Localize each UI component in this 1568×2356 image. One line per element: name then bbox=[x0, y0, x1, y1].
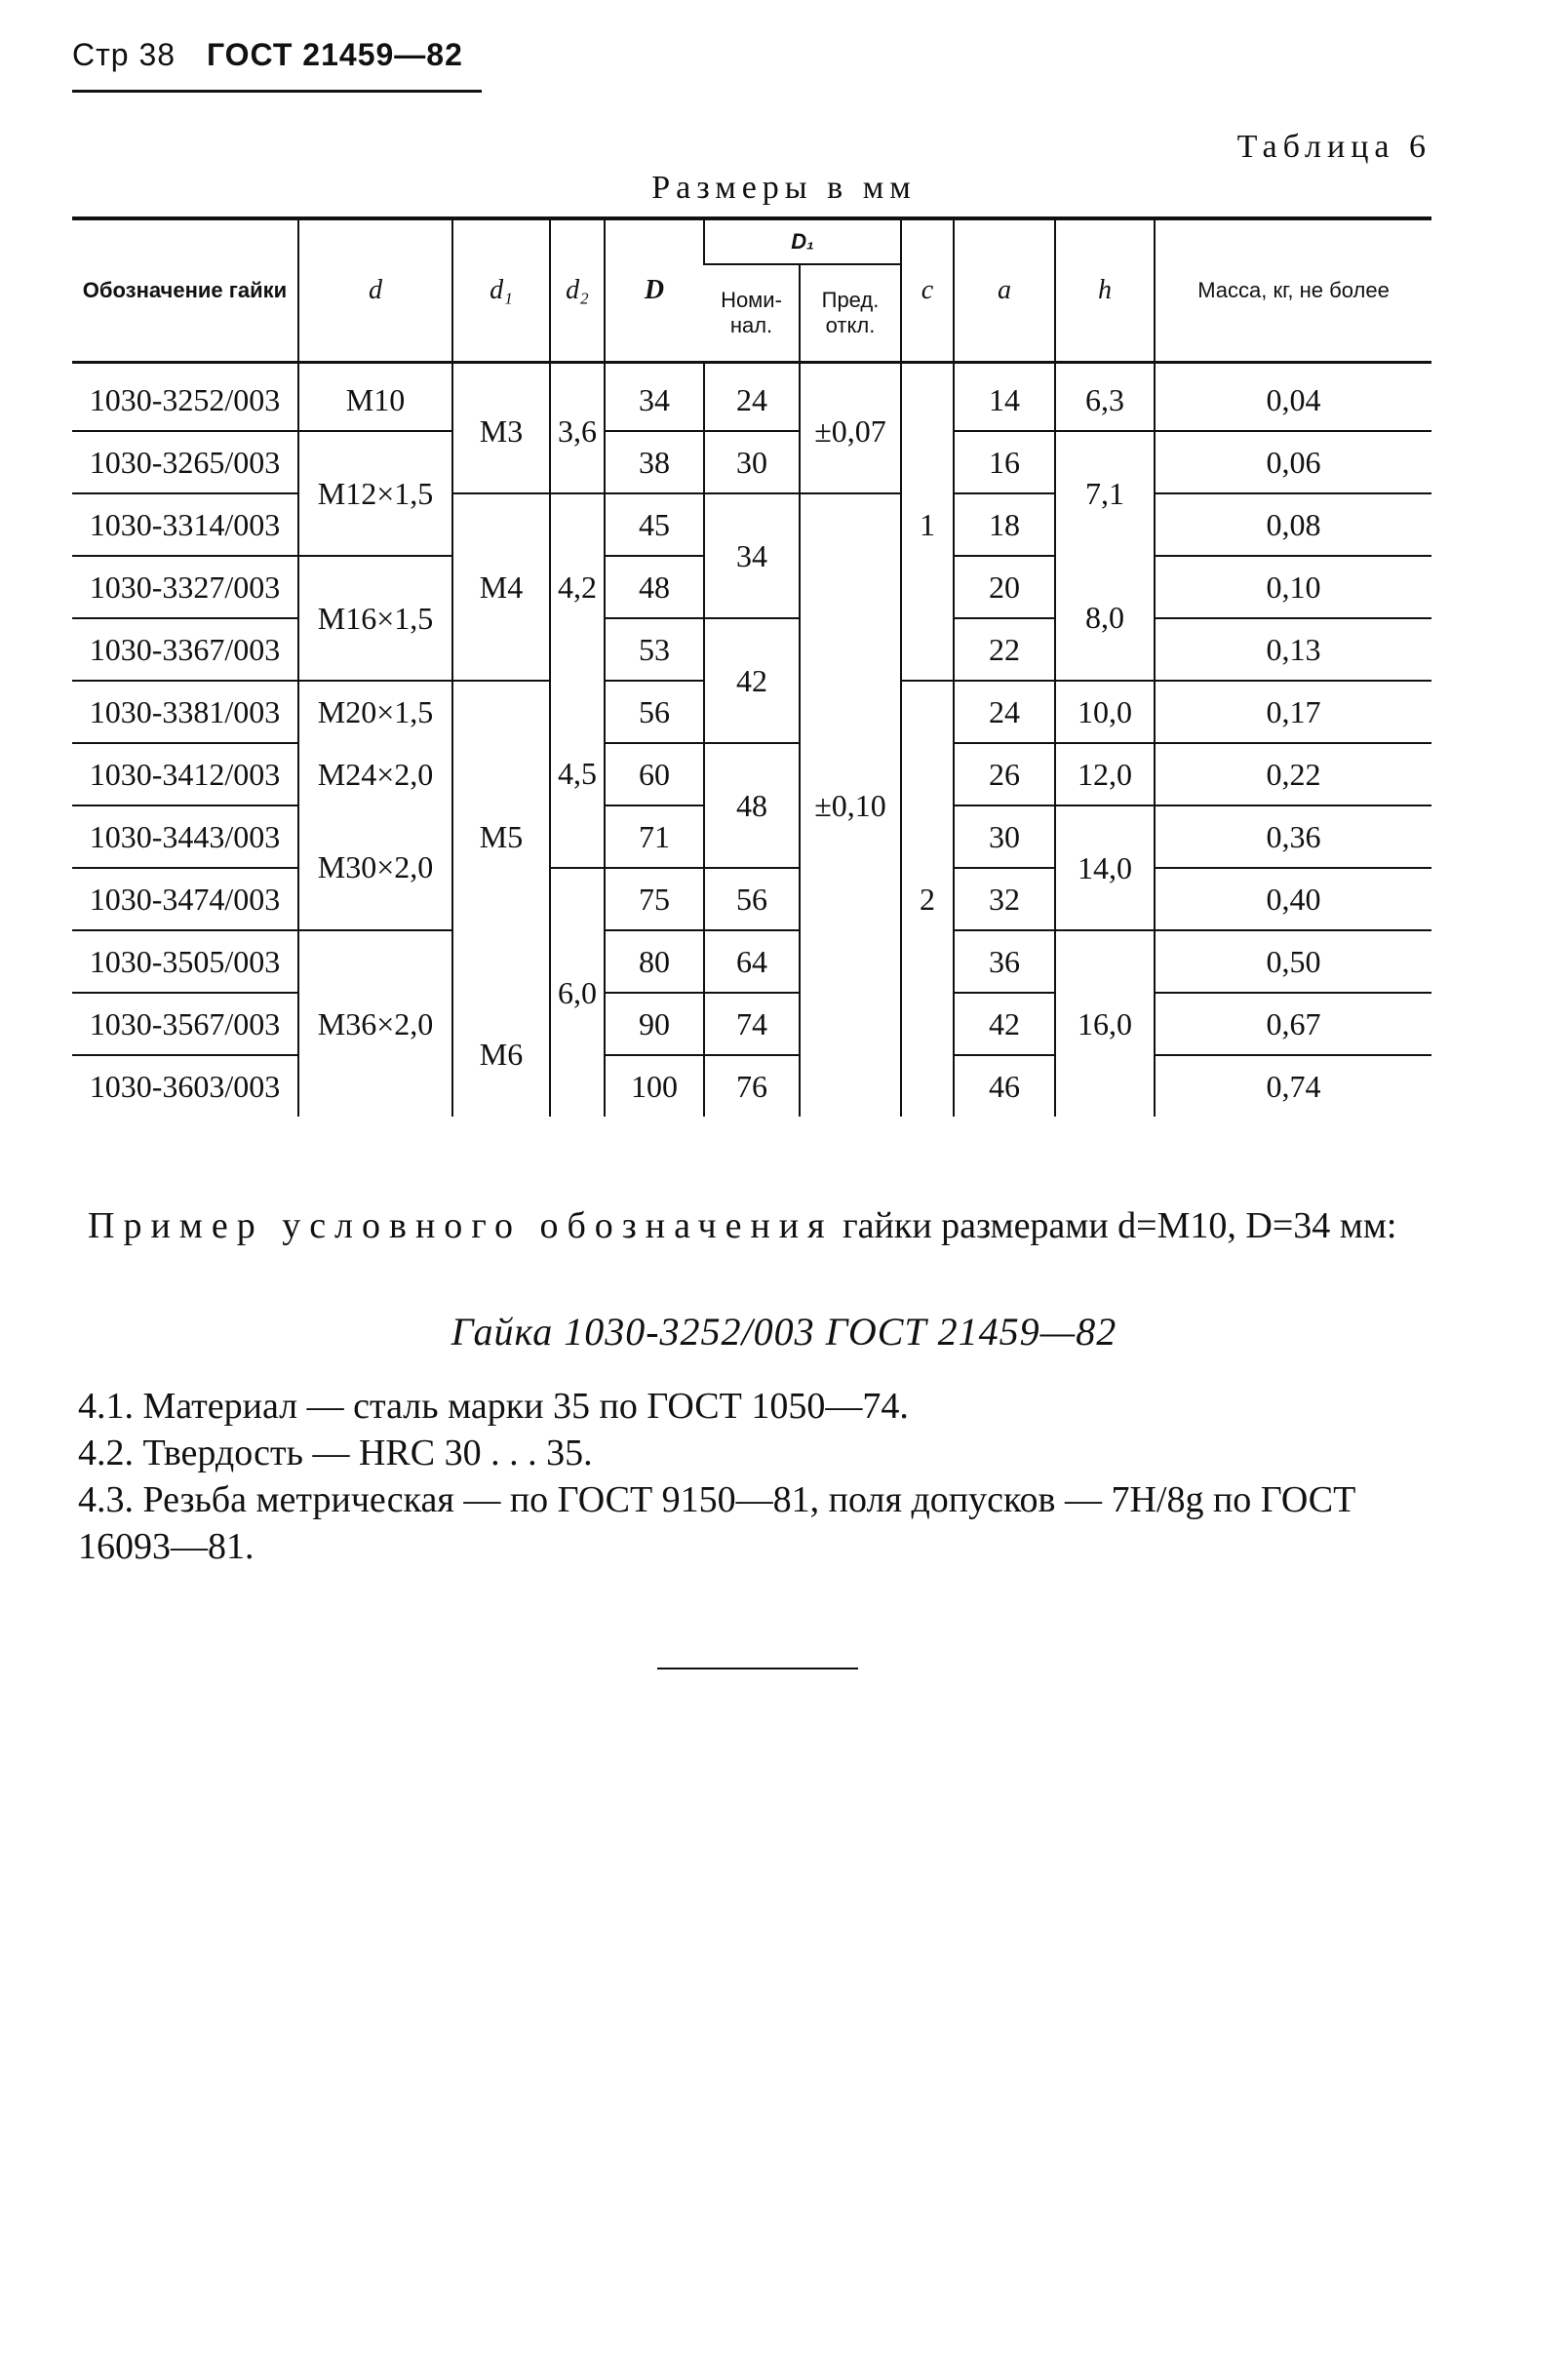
mass-cell: 0,04 bbox=[1155, 363, 1431, 432]
mass-cell: 0,40 bbox=[1155, 868, 1431, 930]
mass-cell: 0,13 bbox=[1155, 618, 1431, 681]
col-header-mass: Масса, кг, не более bbox=[1155, 218, 1431, 363]
a-cell: 46 bbox=[954, 1055, 1055, 1117]
D-cell: 56 bbox=[605, 681, 704, 743]
D1-nominal-cell: 48 bbox=[704, 743, 800, 868]
mass-cell: 0,22 bbox=[1155, 743, 1431, 805]
table-row bbox=[72, 1055, 1431, 1117]
clause-4-3: 4.3. Резьба метрическая — по ГОСТ 9150—81, поля допусков — 7H/8g по ГОСТ 16093—81. bbox=[78, 1479, 1356, 1567]
D1-nominal-cell: 34 bbox=[704, 493, 800, 618]
clause-4-1: 4.1. Материал — сталь марки 35 по ГОСТ 1050—74. bbox=[78, 1386, 909, 1427]
designation-cell: 1030-3443/003 bbox=[72, 805, 298, 868]
table-row bbox=[72, 618, 1431, 681]
d1-cell: M5 bbox=[452, 681, 550, 993]
clause-4-2: 4.2. Твердость — HRC 30 . . . 35. bbox=[78, 1433, 593, 1473]
D-cell: 34 bbox=[605, 363, 704, 432]
table-row bbox=[72, 493, 1431, 556]
a-cell: 36 bbox=[954, 930, 1055, 993]
table-row bbox=[72, 363, 1431, 432]
D1-nominal-cell: 24 bbox=[704, 363, 800, 432]
designation-cell: 1030-3505/003 bbox=[72, 930, 298, 993]
table-row bbox=[72, 993, 1431, 1055]
D-cell: 75 bbox=[605, 868, 704, 930]
designation-cell: 1030-3412/003 bbox=[72, 743, 298, 805]
D-cell: 48 bbox=[605, 556, 704, 618]
d1-cell: M4 bbox=[452, 493, 550, 681]
example-designation: Гайка 1030-3252/003 ГОСТ 21459—82 bbox=[451, 1310, 1117, 1354]
h-cell: 8,0 bbox=[1055, 556, 1155, 681]
d-cell: M10 bbox=[298, 363, 452, 432]
table-row bbox=[72, 743, 1431, 805]
clauses bbox=[78, 1383, 1443, 1570]
table-row bbox=[72, 930, 1431, 993]
d-cell: M30×2,0 bbox=[298, 805, 452, 930]
h-cell: 6,3 bbox=[1055, 363, 1155, 432]
d2-cell: 4,5 bbox=[550, 681, 605, 868]
header-rule bbox=[72, 90, 482, 93]
designation-cell: 1030-3567/003 bbox=[72, 993, 298, 1055]
end-rule bbox=[657, 1668, 858, 1669]
designation-cell: 1030-3474/003 bbox=[72, 868, 298, 930]
col-header-d2: d₂ bbox=[550, 218, 605, 363]
col-header-h: h bbox=[1055, 218, 1155, 363]
D1-nominal-cell: 56 bbox=[704, 868, 800, 930]
D1-nominal-cell: 74 bbox=[704, 993, 800, 1055]
h-cell: 7,1 bbox=[1055, 431, 1155, 556]
d-cell: M16×1,5 bbox=[298, 556, 452, 681]
d-cell: M20×1,5 bbox=[298, 681, 452, 743]
mass-cell: 0,10 bbox=[1155, 556, 1431, 618]
col-header-D1: D₁ bbox=[704, 218, 901, 264]
D1-nominal-cell: 30 bbox=[704, 431, 800, 493]
table-row bbox=[72, 868, 1431, 930]
example-paragraph bbox=[88, 1201, 1433, 1250]
D-cell: 90 bbox=[605, 993, 704, 1055]
mass-cell: 0,74 bbox=[1155, 1055, 1431, 1117]
col-header-D1-deviation: Пред. откл. bbox=[800, 264, 901, 363]
mass-cell: 0,50 bbox=[1155, 930, 1431, 993]
units-caption: Размеры в мм bbox=[651, 170, 917, 206]
designation-cell: 1030-3603/003 bbox=[89, 1068, 281, 1104]
a-cell: 32 bbox=[954, 868, 1055, 930]
page-header bbox=[72, 37, 463, 73]
h-cell: 12,0 bbox=[1055, 743, 1155, 805]
a-cell: 20 bbox=[954, 556, 1055, 618]
c-cell: 2 bbox=[901, 681, 954, 1117]
col-header-D: D bbox=[605, 218, 704, 363]
D-cell: 100 bbox=[605, 1055, 704, 1117]
designation-cell: 1030-3314/003 bbox=[72, 493, 298, 556]
d-cell: M36×2,0 bbox=[298, 930, 452, 1117]
table-row bbox=[72, 431, 1431, 493]
mass-cell: 0,17 bbox=[1155, 681, 1431, 743]
D-cell: 53 bbox=[605, 618, 704, 681]
d2-cell: 4,2 bbox=[550, 493, 605, 681]
h-cell: 16,0 bbox=[1055, 930, 1155, 1117]
designation-cell: 1030-3252/003 bbox=[72, 363, 298, 432]
table-label: Таблица 6 bbox=[1236, 129, 1431, 165]
a-cell: 22 bbox=[954, 618, 1055, 681]
D-cell: 38 bbox=[605, 431, 704, 493]
c-cell: 1 bbox=[901, 363, 954, 682]
standard-number: ГОСТ 21459—82 bbox=[206, 37, 463, 72]
d2-cell: 3,6 bbox=[550, 363, 605, 494]
mass-cell: 0,36 bbox=[1155, 805, 1431, 868]
col-header-d1: d₁ bbox=[452, 218, 550, 363]
D-cell: 60 bbox=[605, 743, 704, 805]
col-header-designation: Обозначение гайки bbox=[72, 218, 298, 363]
a-cell: 18 bbox=[954, 493, 1055, 556]
D1-nominal-cell: 64 bbox=[704, 930, 800, 993]
a-cell: 14 bbox=[954, 363, 1055, 432]
D-cell: 71 bbox=[605, 805, 704, 868]
example-text: гайки размерами d=M10, D=34 мм: bbox=[843, 1205, 1397, 1246]
a-cell: 24 bbox=[954, 681, 1055, 743]
d1-cell: M6 bbox=[452, 993, 550, 1117]
h-cell: 14,0 bbox=[1055, 805, 1155, 930]
D-cell: 45 bbox=[605, 493, 704, 556]
D1-deviation-cell: ±0,07 bbox=[800, 363, 901, 494]
col-header-d: d bbox=[298, 218, 452, 363]
designation-cell: 1030-3327/003 bbox=[72, 556, 298, 618]
D1-nominal-cell: 42 bbox=[704, 618, 800, 743]
mass-cell: 0,67 bbox=[1155, 993, 1431, 1055]
d1-cell: M3 bbox=[452, 363, 550, 494]
D1-nominal-cell: 76 bbox=[704, 1055, 800, 1117]
col-header-c: c bbox=[901, 218, 954, 363]
D1-deviation-cell: ±0,10 bbox=[800, 493, 901, 1117]
designation-cell: 1030-3381/003 bbox=[72, 681, 298, 743]
d-cell: M24×2,0 bbox=[298, 743, 452, 805]
mass-cell: 0,08 bbox=[1155, 493, 1431, 556]
a-cell: 30 bbox=[954, 805, 1055, 868]
d-cell: M12×1,5 bbox=[298, 431, 452, 556]
example-lead: Пример условного обозначения bbox=[88, 1205, 834, 1246]
D-cell: 80 bbox=[605, 930, 704, 993]
d2-cell: 6,0 bbox=[550, 868, 605, 1117]
col-header-a: a bbox=[954, 218, 1055, 363]
designation-cell: 1030-3367/003 bbox=[72, 618, 298, 681]
page-number: Стр 38 bbox=[72, 37, 176, 72]
mass-cell: 0,06 bbox=[1155, 431, 1431, 493]
a-cell: 42 bbox=[954, 993, 1055, 1055]
h-cell: 10,0 bbox=[1055, 681, 1155, 743]
dimensions-table bbox=[72, 216, 1431, 1117]
a-cell: 26 bbox=[954, 743, 1055, 805]
table-container bbox=[72, 216, 1431, 1117]
a-cell: 16 bbox=[954, 431, 1055, 493]
designation-cell: 1030-3265/003 bbox=[72, 431, 298, 493]
col-header-D1-nominal: Номи-нал. bbox=[704, 264, 800, 363]
